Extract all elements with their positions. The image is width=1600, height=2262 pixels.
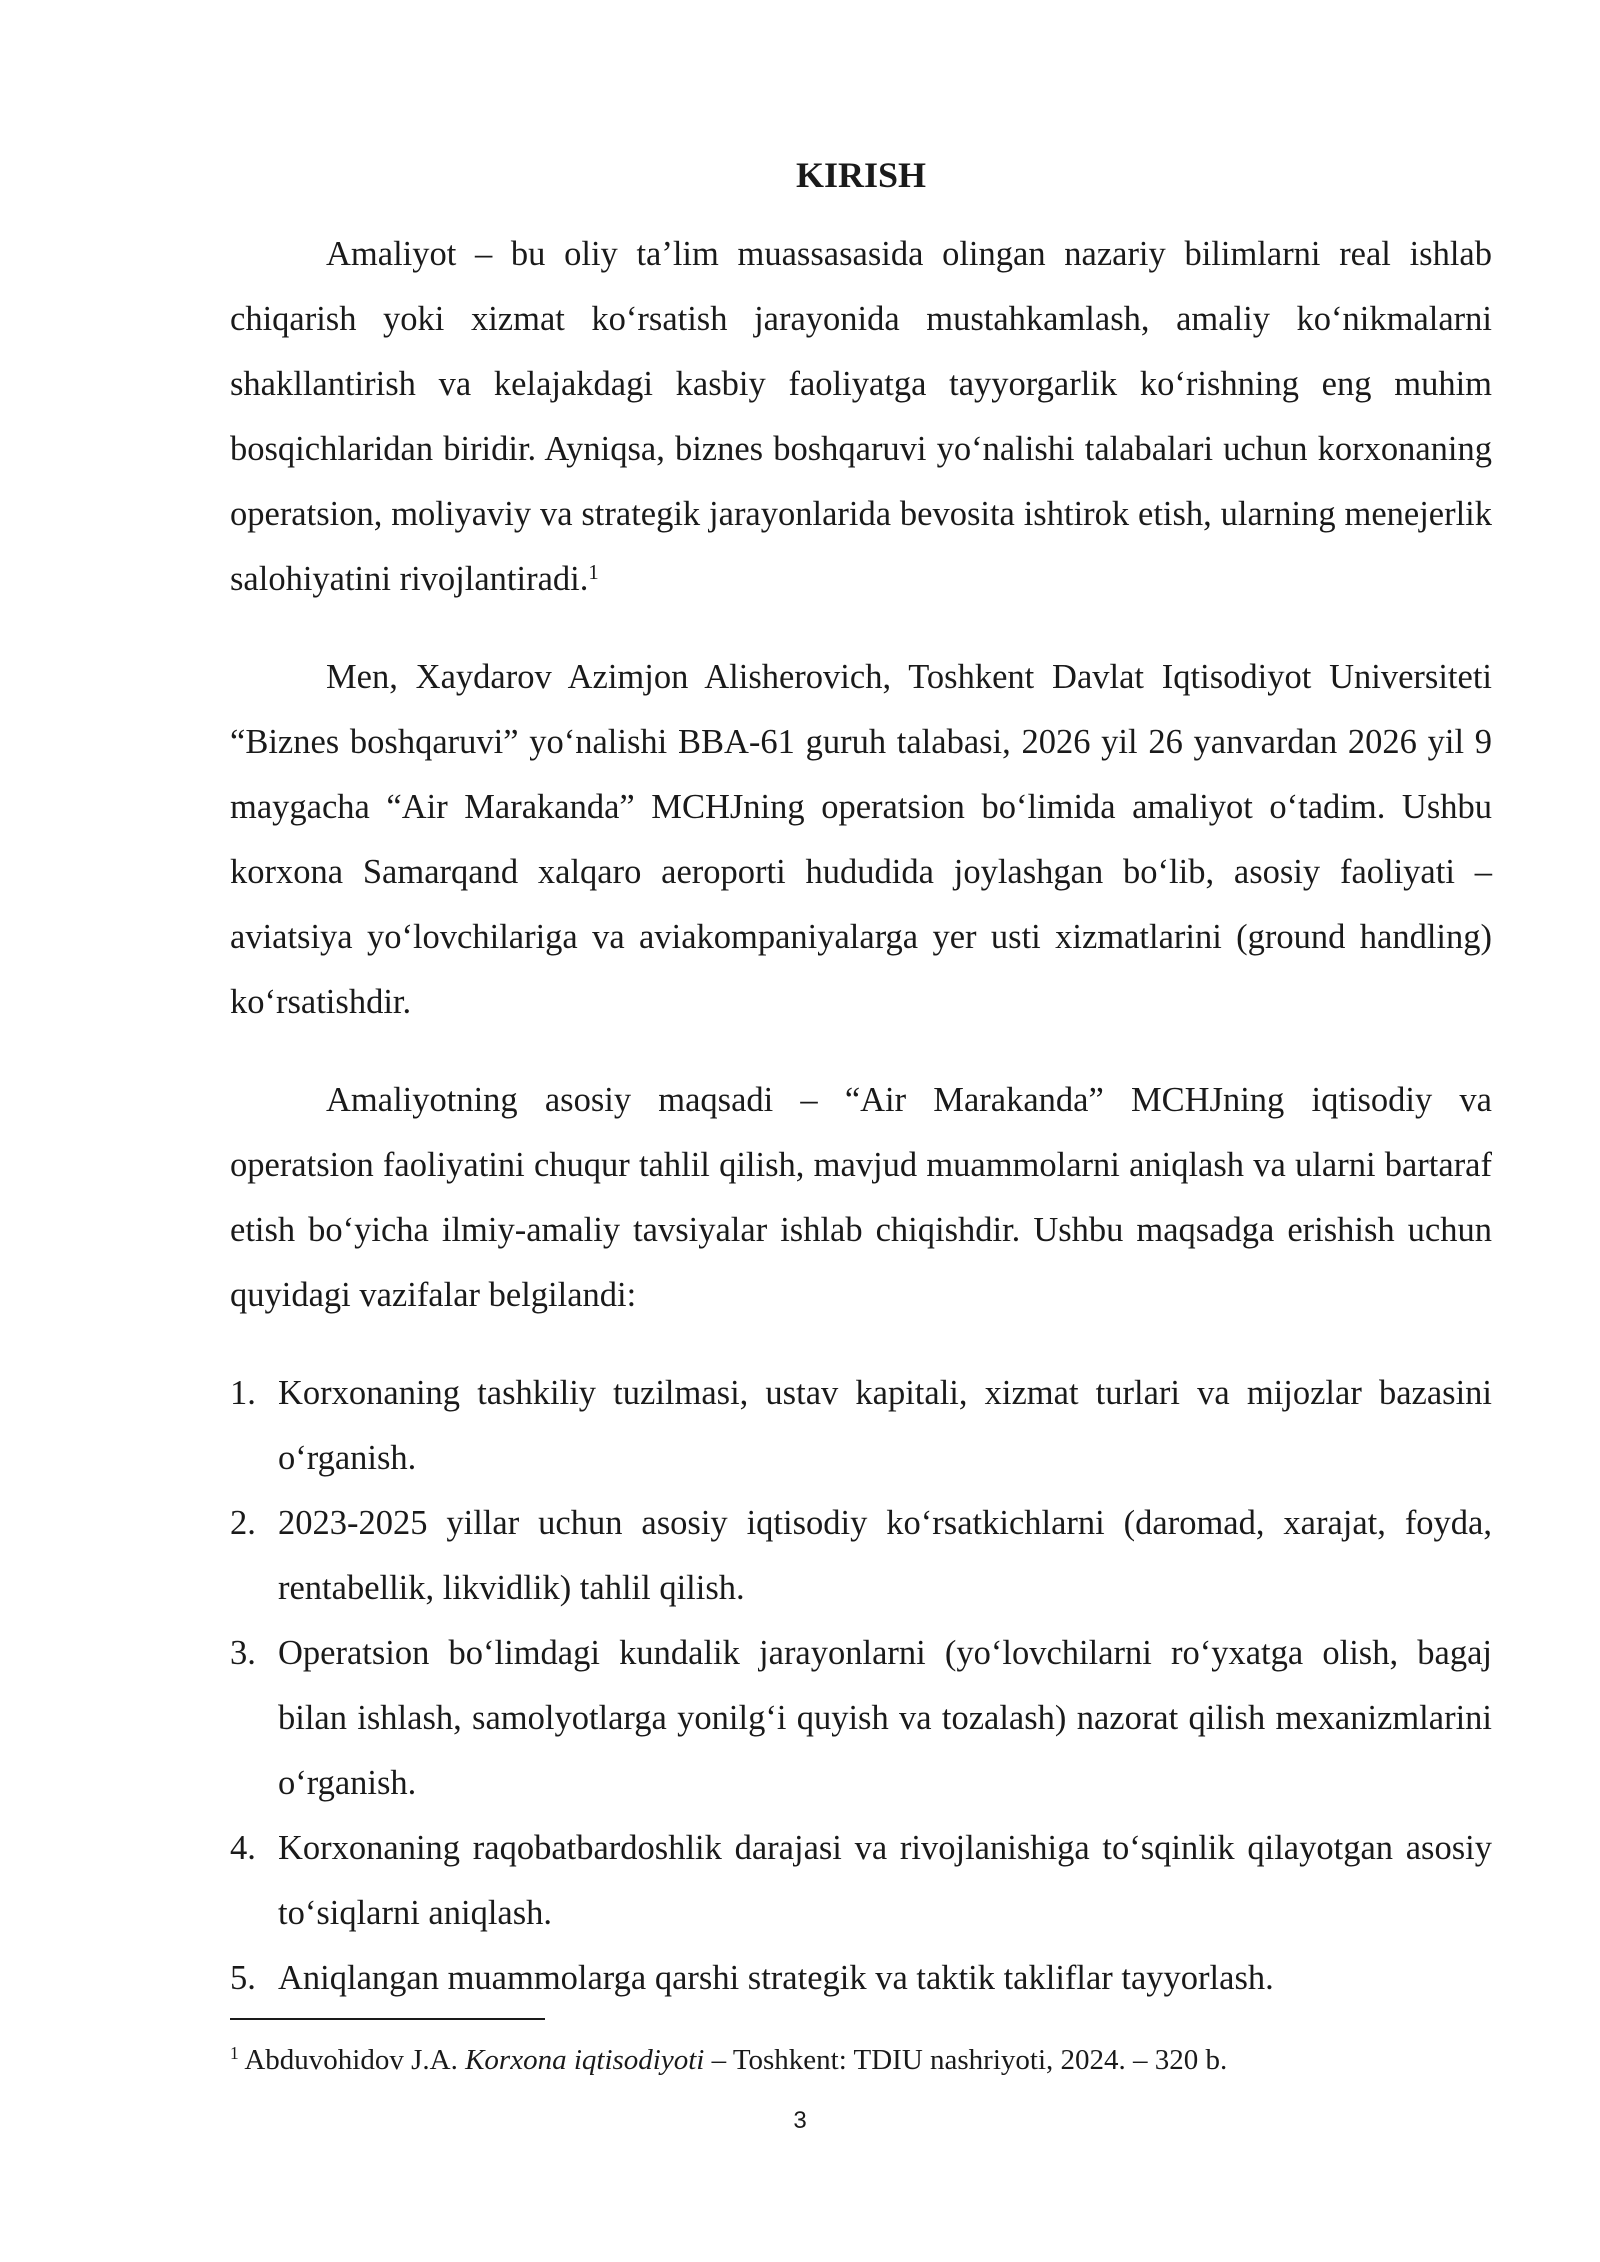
list-item-number: 1. <box>230 1374 256 1412</box>
list-item-text: 2023-2025 yillar uchun asosiy iqtisodiy koʻrsatkichlarni (daromad, xarajat, foyda, rentabellik, likvidlik) tahlil qilish. <box>278 1504 1492 1607</box>
list-item-text: Korxonaning tashkiliy tuzilmasi, ustav kapitali, xizmat turlari va mijozlar bazasini oʻrganish. <box>278 1374 1492 1477</box>
list-item <box>230 1361 1492 1491</box>
list-item-number: 2. <box>230 1504 256 1542</box>
footnote-book-title: Korxona iqtisodiyoti <box>465 2044 705 2076</box>
task-list <box>230 1361 1492 2011</box>
footnote-publication: – Toshkent: TDIU nashriyoti, 2024. – 320 b. <box>711 2044 1228 2076</box>
footnote-reference[interactable]: 1 <box>588 561 599 584</box>
paragraph-goal: Amaliyotning asosiy maqsadi – “Air Marakanda” MCHJning iqtisodiy va operatsion faoliyatini chuqur tahlil qilish, mavjud muammolarni aniqlash va ularni bartaraf etish boʻyicha ilmiy-amaliy tavsiyalar ishlab chiqishdir. Ushbu maqsadga erishish uchun quyidagi vazifalar belgilandi: <box>230 1081 1492 1314</box>
list-item-text: Korxonaning raqobatbardoshlik darajasi va rivojlanishiga toʻsqinlik qilayotgan asosiy toʻsiqlarni aniqlash. <box>278 1829 1492 1932</box>
list-item-number: 5. <box>230 1959 256 1997</box>
paragraph-intro-text: Amaliyot – bu oliy ta’lim muassasasida olingan nazariy bilimlarni real ishlab chiqarish yoki xizmat koʻrsatish jarayonida mustahkamlash, amaliy koʻnikmalarni shakllantirish va kelajakdagi kasbiy faoliyatga tayyorgarlik koʻrishning eng muhim bosqichlaridan biridir. Ayniqsa, biznes boshqaruvi yoʻnalishi talabalari uchun korxonaning operatsion, moliyaviy va strategik jarayonlarida bevosita ishtirok etish, ularning menejerlik salohiyatini rivojlantiradi. <box>230 235 1492 598</box>
list-item-text: Aniqlangan muammolarga qarshi strategik va taktik takliflar tayyorlash. <box>278 1959 1274 1997</box>
paragraph-intro <box>230 222 1492 612</box>
document-page <box>230 150 1492 2080</box>
footnote-separator <box>230 2018 545 2020</box>
list-item-number: 3. <box>230 1634 256 1672</box>
list-item <box>230 1816 1492 1946</box>
footnote-author: Abduvohidov J.A. <box>244 2044 458 2076</box>
list-item-text: Operatsion boʻlimdagi kundalik jarayonlarni (yoʻlovchilarni roʻyxatga olish, bagaj bilan ishlash, samolyotlarga yonilgʻi quyish va tozalash) nazorat qilish mexanizmlarini oʻrganish. <box>278 1634 1492 1802</box>
section-title: KIRISH <box>795 155 927 195</box>
list-item <box>230 1621 1492 1816</box>
page-number: 3 <box>793 2107 807 2134</box>
footnote-marker: 1 <box>230 2043 239 2064</box>
footnote <box>230 2040 1492 2080</box>
paragraph-author-info: Men, Xaydarov Azimjon Alisherovich, Toshkent Davlat Iqtisodiyot Universiteti “Biznes boshqaruvi” yoʻnalishi BBA-61 guruh talabasi, 2026 yil 26 yanvardan 2026 yil 9 maygacha “Air Marakanda” MCHJning operatsion boʻlimida amaliyot oʻtadim. Ushbu korxona Samarqand xalqaro aeroporti hududida joylashgan boʻlib, asosiy faoliyati – aviatsiya yoʻlovchilariga va aviakompaniyalarga yer usti xizmatlarini (ground handling) koʻrsatishdir. <box>230 658 1492 1021</box>
list-item <box>230 1491 1492 1621</box>
list-item <box>230 1946 1492 2011</box>
list-item-number: 4. <box>230 1829 256 1867</box>
